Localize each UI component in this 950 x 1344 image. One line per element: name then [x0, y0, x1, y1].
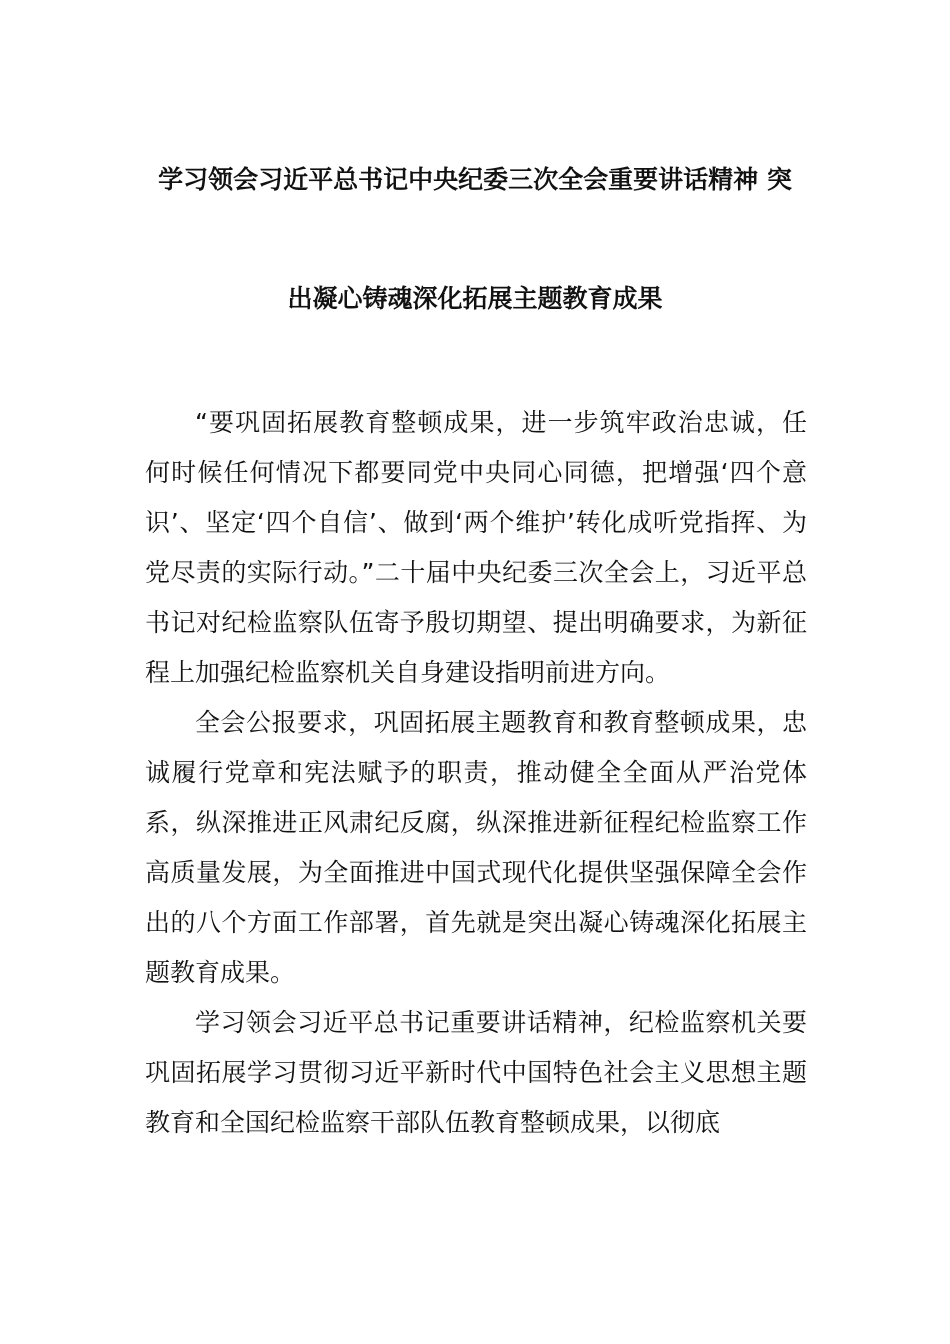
document-title-line-2: 出凝心铸魂深化拓展主题教育成果 [287, 284, 663, 313]
body-paragraph-2: 全会公报要求，巩固拓展主题教育和教育整顿成果，忠诚履行党章和宪法赋予的职责，推动健全全面从严治党体系，纵深推进正风肃纪反腐，纵深推进新征程纪检监察工作高质量发展，为全面推进中国式现代化提供坚强保障全会作出的八个方面工作部署，首先就是突出凝心铸魂深化拓展主题教育成果。 [145, 708, 807, 987]
document-body [145, 398, 807, 1148]
body-paragraph-1: “要巩固拓展教育整顿成果，进一步筑牢政治忠诚，任何时候任何情况下都要同党中央同心同德，把增强‘四个意识’、坚定‘四个自信’、做到‘两个维护’转化成听党指挥、为党尽责的实际行动。”二十届中央纪委三次全会上，习近平总书记对纪检监察队伍寄予殷切期望、提出明确要求，为新征程上加强纪检监察机关自身建设指明前进方向。 [145, 408, 807, 687]
document-title-line-1: 学习领会习近平总书记中央纪委三次全会重要讲话精神 突 [158, 165, 792, 194]
body-paragraph-3: 学习领会习近平总书记重要讲话精神，纪检监察机关要巩固拓展学习贯彻习近平新时代中国特色社会主义思想主题教育和全国纪检监察干部队伍教育整顿成果，以彻底 [145, 1008, 807, 1137]
